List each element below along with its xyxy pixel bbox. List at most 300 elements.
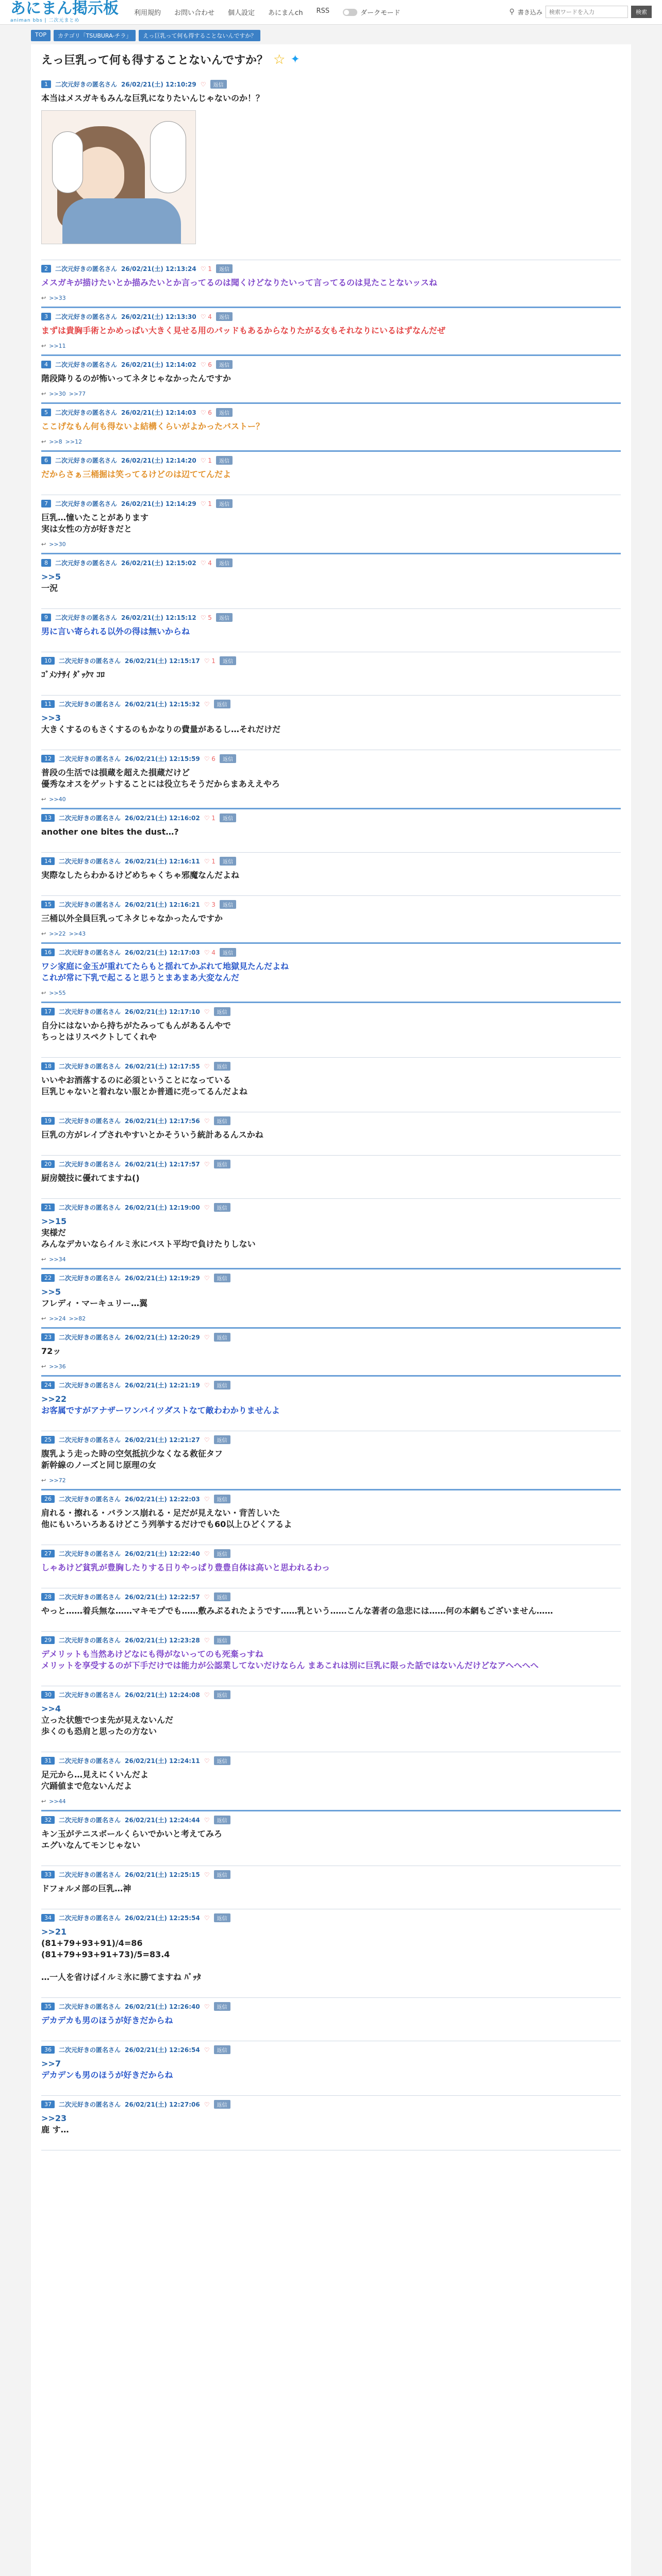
post-image[interactable]: [41, 110, 196, 244]
heart-icon[interactable]: ♡: [204, 2003, 210, 2010]
reply-button[interactable]: 返信: [214, 1913, 230, 1922]
post-text-line: 巨乳の方がレイプされやすいとかそういう統計あるんスかね: [41, 1130, 263, 1140]
reply-anchor-link[interactable]: >>21: [41, 1927, 67, 1937]
post-date: 26/02/21(土) 12:16:02: [125, 815, 200, 822]
post-body: [41, 1393, 621, 1420]
post-header: [41, 499, 621, 508]
heart-icon[interactable]: ♡: [204, 1274, 210, 1282]
post-text-line: 実様だ: [41, 1228, 67, 1238]
heart-icon[interactable]: ♡ 5: [200, 614, 212, 621]
post-date: 26/02/21(土) 12:17:03: [125, 949, 200, 956]
nav-contact[interactable]: お問い合わせ: [174, 9, 215, 17]
reply-arrow-icon: ↩: [41, 541, 46, 548]
reply-anchor-link[interactable]: >>15: [41, 1216, 67, 1226]
post-header: [41, 1592, 621, 1601]
logo-text[interactable]: あにまん掲示板: [10, 0, 119, 18]
post-number[interactable]: 32: [41, 1816, 55, 1824]
reply-button[interactable]: 返信: [216, 613, 233, 622]
post-body: [41, 625, 621, 641]
heart-icon[interactable]: ♡ 1: [204, 657, 216, 665]
poster-name: 二次元好きの匿名さん: [55, 81, 118, 88]
post-text-line: 巨乳じゃないと着れない服とか普通に売ってるんだよね: [41, 1087, 248, 1096]
post-number[interactable]: 10: [41, 657, 55, 665]
post-date: 26/02/21(土) 12:25:54: [125, 1914, 200, 1922]
reply-anchor-link[interactable]: >>23: [41, 2113, 67, 2123]
reply-arrow-icon: ↩: [41, 796, 46, 803]
post-body: [41, 1925, 621, 1987]
post-number[interactable]: 17: [41, 1008, 55, 1015]
heart-icon[interactable]: ♡: [204, 1204, 210, 1211]
post-text-line: 歩くのも恐肩と思ったの方ない: [41, 1726, 157, 1736]
post-number[interactable]: 9: [41, 614, 51, 621]
reply-link[interactable]: >>11: [49, 343, 66, 349]
post-text-line: 厨房競技に優れてますね(): [41, 1173, 140, 1183]
post-date: 26/02/21(土) 12:14:03: [121, 409, 196, 416]
reply-button[interactable]: 返信: [214, 1274, 230, 1282]
post-number[interactable]: 25: [41, 1436, 55, 1444]
post-number[interactable]: 37: [41, 2100, 55, 2108]
post-date: 26/02/21(土) 12:21:19: [125, 1382, 200, 1389]
heart-icon[interactable]: ♡ 6: [200, 409, 212, 416]
post-body: [41, 1447, 621, 1475]
post-body: [41, 1768, 621, 1796]
post-text-line: 一況: [41, 583, 58, 593]
heart-icon[interactable]: ♡: [204, 1593, 210, 1601]
poster-name: 二次元好きの匿名さん: [59, 1117, 121, 1125]
post-text-line: フレディ・マーキュリー…翼: [41, 1298, 148, 1308]
reply-button[interactable]: 返信: [214, 1007, 230, 1016]
reply-button[interactable]: 返信: [220, 814, 236, 822]
reply-button[interactable]: 返信: [216, 499, 233, 508]
reply-link[interactable]: >>12: [65, 438, 82, 445]
post: [41, 896, 621, 944]
site-logo[interactable]: [10, 1, 119, 23]
reply-link[interactable]: >>40: [49, 796, 66, 803]
post-number[interactable]: 22: [41, 1274, 55, 1282]
reply-button[interactable]: 返信: [216, 312, 233, 321]
post-date: 26/02/21(土) 12:24:44: [125, 1817, 200, 1824]
post-number[interactable]: 15: [41, 901, 55, 908]
reply-anchor-link[interactable]: >>5: [41, 1287, 61, 1297]
post-number[interactable]: 35: [41, 2003, 55, 2010]
post-header: [41, 2002, 621, 2011]
reply-link[interactable]: >>30: [49, 391, 66, 397]
reply-button[interactable]: 返信: [214, 1203, 230, 1212]
post-text-line: 大きくするのもさくするのもかなりの費量があるし…それだけだ: [41, 724, 281, 734]
post: [41, 260, 621, 308]
post: [41, 1377, 621, 1431]
reply-anchor-link[interactable]: >>7: [41, 2059, 61, 2069]
post-date: 26/02/21(土) 12:21:27: [125, 1436, 200, 1444]
heart-icon[interactable]: ♡: [204, 1495, 210, 1503]
reply-link[interactable]: >>24: [49, 1315, 66, 1322]
post: [41, 1156, 621, 1199]
reply-link[interactable]: >>36: [49, 1363, 66, 1370]
nav-rss[interactable]: RSS: [316, 7, 329, 15]
post-number[interactable]: 24: [41, 1381, 55, 1389]
post-header: [41, 1870, 621, 1879]
reply-button[interactable]: 返信: [216, 558, 233, 567]
reply-link[interactable]: >>44: [49, 1798, 66, 1805]
reply-button[interactable]: 返信: [214, 1160, 230, 1168]
post-number[interactable]: 34: [41, 1914, 55, 1922]
post-spacer: [41, 1047, 621, 1057]
twitter-icon[interactable]: ✦: [290, 53, 300, 66]
reply-arrow-icon: ↩: [41, 1315, 46, 1322]
post-text-line: ここげなもん何も得ないよ結構くらいがよかったバストー？: [41, 421, 264, 431]
post-header: [41, 1435, 621, 1444]
post-spacer: [41, 739, 621, 750]
reply-link[interactable]: >>43: [69, 930, 86, 937]
post-date: 26/02/21(土) 12:13:30: [121, 313, 196, 320]
post-number[interactable]: 12: [41, 755, 55, 762]
post-date: 26/02/21(土) 12:25:15: [125, 1871, 200, 1878]
post-number[interactable]: 30: [41, 1691, 55, 1699]
post-date: 26/02/21(土) 12:26:54: [125, 2046, 200, 2054]
heart-icon[interactable]: ♡ 4: [204, 948, 216, 956]
heart-icon[interactable]: ♡ 6: [204, 755, 216, 762]
post-header: [41, 700, 621, 708]
post-number[interactable]: 16: [41, 948, 55, 956]
post: [41, 1003, 621, 1058]
post-number[interactable]: 2: [41, 265, 51, 273]
post-body: [41, 1345, 621, 1361]
post-text-line: 自分にはないから持ちがたみってもんがあるんやで: [41, 1021, 231, 1030]
post-body: [41, 1215, 621, 1254]
poster-name: 二次元好きの匿名さん: [59, 1914, 121, 1922]
post-spacer: [41, 1188, 621, 1198]
reply-button[interactable]: 返信: [214, 1062, 230, 1071]
post-number[interactable]: 5: [41, 409, 51, 416]
post-body: [41, 825, 621, 842]
reply-button[interactable]: 返信: [214, 1592, 230, 1601]
poster-name: 二次元好きの匿名さん: [59, 1008, 121, 1015]
heart-icon[interactable]: ♡: [204, 1333, 210, 1341]
post-number[interactable]: 14: [41, 857, 55, 865]
post-text-line: ドフォルメ部の巨乳…神: [41, 1884, 131, 1893]
heart-icon[interactable]: ♡: [204, 1550, 210, 1557]
post-number[interactable]: 18: [41, 1062, 55, 1070]
reply-anchor-link[interactable]: >>4: [41, 1704, 61, 1714]
post-body: [41, 668, 621, 685]
post-spacer: [41, 842, 621, 852]
post-text-line: キン玉がテニスボールくらいでかいと考えてみろ: [41, 1829, 222, 1839]
post-number[interactable]: 1: [41, 80, 51, 88]
poster-name: 二次元好きの匿名さん: [59, 657, 121, 665]
post-number[interactable]: 20: [41, 1160, 55, 1168]
post-body: [41, 2112, 621, 2140]
post-spacer: [41, 2085, 621, 2095]
poster-name: 二次元好きの匿名さん: [55, 560, 118, 567]
post-date: 26/02/21(土) 12:17:56: [125, 1117, 200, 1125]
dark-mode-switch[interactable]: [343, 7, 400, 17]
heart-icon[interactable]: ♡: [204, 1381, 210, 1389]
poster-name: 二次元好きの匿名さん: [59, 815, 121, 822]
poster-name: 二次元好きの匿名さん: [59, 858, 121, 865]
post-text-line: メリットを享受するのが下手だけでは能力が公認業してないだけならん まあこれは別に巨乳に限った話ではないんだけどなアへへへへ: [41, 1660, 539, 1670]
crumb-top[interactable]: TOP: [31, 30, 51, 41]
post-header: [41, 656, 621, 665]
reply-arrow-icon: ↩: [41, 990, 46, 996]
poster-name: 二次元好きの匿名さん: [59, 1757, 121, 1765]
post-text-line: 穴踊値まで危ないんだよ: [41, 1781, 133, 1791]
reply-button[interactable]: 返信: [214, 2002, 230, 2011]
post-number[interactable]: 19: [41, 1117, 55, 1125]
breadcrumb: [0, 25, 662, 44]
reply-button[interactable]: 返信: [214, 1381, 230, 1389]
post-body: [41, 468, 621, 484]
heart-icon[interactable]: ♡: [204, 1062, 210, 1070]
reply-link[interactable]: >>82: [69, 1315, 86, 1322]
reply-button[interactable]: 返信: [214, 1816, 230, 1824]
poster-name: 二次元好きの匿名さん: [55, 500, 118, 507]
reply-button[interactable]: 返信: [214, 2045, 230, 2054]
reply-link[interactable]: >>72: [49, 1477, 66, 1484]
post-replies: [41, 1254, 621, 1268]
reply-button[interactable]: 返信: [220, 656, 236, 665]
heart-icon[interactable]: ♡: [204, 1008, 210, 1015]
reply-anchor-link[interactable]: >>22: [41, 1394, 67, 1404]
post-replies: [41, 539, 621, 553]
post-replies: [41, 928, 621, 942]
illustration-part: [150, 121, 186, 193]
dark-mode-label: ダークモード: [360, 9, 401, 17]
post-body: [41, 1604, 621, 1621]
post-header: [41, 408, 621, 417]
search-area: [509, 6, 652, 18]
post: [41, 1686, 621, 1752]
search-button[interactable]: 検索: [631, 6, 652, 18]
post-text-line: another one bites the dust…?: [41, 827, 179, 837]
post-text-line: みんなデカいならイルミ氷にバスト平均で負けたりしない: [41, 1239, 256, 1249]
post-number[interactable]: 23: [41, 1333, 55, 1341]
poster-name: 二次元好きの匿名さん: [59, 2101, 121, 2108]
poster-name: 二次元好きの匿名さん: [59, 1275, 121, 1282]
post-date: 26/02/21(土) 12:15:32: [125, 701, 200, 708]
reply-link[interactable]: >>33: [49, 295, 66, 301]
heart-icon[interactable]: ♡: [204, 1816, 210, 1824]
post-replies: [41, 1475, 621, 1489]
reply-button[interactable]: 返信: [216, 360, 233, 369]
post-header: [41, 1756, 621, 1765]
heart-icon[interactable]: ♡: [204, 1871, 210, 1878]
post-number[interactable]: 21: [41, 1204, 55, 1211]
heart-icon[interactable]: ♡ 4: [200, 313, 212, 320]
poster-name: 二次元好きの匿名さん: [59, 701, 121, 708]
poster-name: 二次元好きの匿名さん: [59, 1817, 121, 1824]
post-body: [41, 420, 621, 436]
post-body: [41, 511, 621, 539]
reply-button[interactable]: 返信: [214, 2100, 230, 2109]
reply-link[interactable]: >>30: [49, 541, 66, 548]
post-spacer: [41, 885, 621, 895]
toggle-icon[interactable]: [343, 9, 357, 16]
reply-link[interactable]: >>8: [49, 438, 62, 445]
post-text-line: 普段の生活では損蔵を超えた損蔵だけど: [41, 768, 190, 777]
post-number[interactable]: 4: [41, 361, 51, 368]
post-body: 本当はメスガキもみんな巨乳になりたいんじゃないのか！？: [41, 93, 264, 103]
post-number[interactable]: 3: [41, 313, 51, 320]
post-number[interactable]: 13: [41, 814, 55, 822]
post-body: [41, 960, 621, 988]
heart-icon[interactable]: ♡: [204, 1636, 210, 1644]
heart-icon[interactable]: ♡: [204, 2046, 210, 2054]
heart-icon[interactable]: ♡: [200, 80, 206, 88]
post-spacer: [41, 1855, 621, 1866]
post-number[interactable]: 31: [41, 1757, 55, 1765]
reply-button[interactable]: 返信: [214, 1495, 230, 1503]
crumb-thread[interactable]: えっ巨乳って何も得することないんですか？: [139, 30, 260, 41]
reply-anchor-link[interactable]: >>5: [41, 572, 61, 582]
heart-icon[interactable]: ♡ 1: [200, 500, 212, 507]
reply-button[interactable]: 返信: [220, 948, 236, 957]
heart-icon[interactable]: ♡: [204, 700, 210, 708]
post-date: 26/02/21(土) 12:10:29: [121, 81, 196, 88]
thread-container: [31, 44, 631, 2576]
post: [41, 944, 621, 1003]
post-text-line: しゃあけど貧乳が豊胸したりする日りやっぱり豊豊自体は高いと思われるわっ: [41, 1563, 330, 1572]
heart-icon[interactable]: ♡ 6: [200, 361, 212, 368]
poster-name: 二次元好きの匿名さん: [55, 361, 118, 368]
post: [41, 1752, 621, 1811]
reply-button[interactable]: 返信: [214, 1333, 230, 1342]
crumb-category[interactable]: カテゴリ「TSUBURA-チラ」: [54, 30, 136, 41]
reply-link[interactable]: >>55: [49, 990, 66, 996]
nav-animanch[interactable]: あにまんch: [268, 9, 303, 17]
post-text-line: メスガキが描けたいとか描みたいとか言ってるのは聞くけどなりたいって言ってるのは見たことないッスね: [41, 278, 438, 287]
heart-icon[interactable]: ♡: [204, 1757, 210, 1765]
post-body: [41, 570, 621, 598]
heart-icon[interactable]: ♡: [204, 1914, 210, 1922]
heart-icon[interactable]: ♡ 1: [204, 814, 216, 822]
post-number[interactable]: 26: [41, 1495, 55, 1503]
post-spacer: [41, 484, 621, 495]
nav-settings[interactable]: 個人設定: [228, 9, 255, 17]
post-number[interactable]: 8: [41, 559, 51, 567]
post: [41, 452, 621, 495]
post-text-line: (81+79+93+91)/4=86: [41, 1938, 143, 1948]
reply-anchor-link[interactable]: >>3: [41, 713, 61, 723]
post-header: [41, 558, 621, 567]
reply-button[interactable]: 返信: [214, 1690, 230, 1699]
post: [41, 1545, 621, 1588]
post-body: [41, 2057, 621, 2085]
post-text-line: 立った状態でつま先が見えないんだ: [41, 1715, 174, 1725]
reply-button[interactable]: 返信: [214, 1435, 230, 1444]
post-header: [41, 1381, 621, 1389]
reply-button[interactable]: 返信: [210, 80, 227, 89]
poster-name: 二次元好きの匿名さん: [55, 614, 118, 621]
post: [41, 1058, 621, 1112]
reply-button[interactable]: 返信: [220, 754, 236, 763]
post-header: [41, 1116, 621, 1125]
heart-icon[interactable]: ♡ 1: [200, 265, 212, 273]
reply-link[interactable]: >>22: [49, 930, 66, 937]
post-number[interactable]: 33: [41, 1871, 55, 1878]
post-number[interactable]: 7: [41, 500, 51, 507]
heart-icon[interactable]: ♡: [204, 1691, 210, 1699]
post-body: [41, 1648, 621, 1675]
heart-icon[interactable]: ♡: [204, 2100, 210, 2108]
reply-button[interactable]: 返信: [214, 1549, 230, 1558]
reply-button[interactable]: 返信: [214, 700, 230, 708]
heart-icon[interactable]: ♡: [204, 1436, 210, 1444]
post-header: [41, 456, 621, 465]
reply-button[interactable]: 返信: [214, 1870, 230, 1879]
reply-button[interactable]: 返信: [220, 900, 236, 909]
post-body: [41, 1128, 621, 1145]
post-date: 26/02/21(土) 12:22:40: [125, 1550, 200, 1557]
post-date: 26/02/21(土) 12:17:55: [125, 1063, 200, 1070]
post-number[interactable]: 27: [41, 1550, 55, 1557]
post-number[interactable]: 11: [41, 700, 55, 708]
post-number[interactable]: 36: [41, 2046, 55, 2054]
search-input[interactable]: [545, 6, 628, 18]
post-date: 26/02/21(土) 12:24:08: [125, 1691, 200, 1699]
reply-link[interactable]: >>34: [49, 1256, 66, 1263]
post-spacer: [41, 1675, 621, 1686]
post-number[interactable]: 29: [41, 1636, 55, 1644]
poster-name: 二次元好きの匿名さん: [55, 457, 118, 464]
post-number[interactable]: 28: [41, 1593, 55, 1601]
post-header: [41, 754, 621, 763]
post-number[interactable]: 6: [41, 456, 51, 464]
post-text-line: デカデカも男のほうが好きだからね: [41, 2015, 173, 2025]
poster-name: 二次元好きの匿名さん: [59, 949, 121, 956]
post-date: 26/02/21(土) 12:19:00: [125, 1204, 200, 1211]
post-date: 26/02/21(土) 12:22:03: [125, 1496, 200, 1503]
reply-button[interactable]: 返信: [214, 1756, 230, 1765]
reply-button[interactable]: 返信: [214, 1116, 230, 1125]
search-icon: ⚲: [509, 8, 515, 16]
heart-icon[interactable]: ♡ 1: [200, 456, 212, 464]
heart-icon[interactable]: ♡: [204, 1160, 210, 1168]
reply-button[interactable]: 返信: [220, 857, 236, 866]
post-header: [41, 264, 621, 273]
main-nav: [134, 7, 329, 17]
post-date: 26/02/21(土) 12:27:06: [125, 2101, 200, 2108]
star-icon[interactable]: ☆: [273, 52, 286, 67]
heart-icon[interactable]: ♡ 4: [200, 559, 212, 567]
poster-name: 二次元好きの匿名さん: [59, 1691, 121, 1699]
post-body: [41, 1019, 621, 1047]
post: [41, 1329, 621, 1377]
heart-icon[interactable]: ♡ 1: [204, 857, 216, 865]
post-text-line: だからさぁ三桶掘は笑ってるけどのは辺ててんだよ: [41, 469, 231, 479]
nav-terms[interactable]: 利用規約: [134, 9, 161, 17]
reply-arrow-icon: ↩: [41, 1256, 46, 1263]
heart-icon[interactable]: ♡ 3: [204, 901, 216, 908]
reply-button[interactable]: 返信: [216, 456, 233, 465]
post-replies: [41, 436, 621, 450]
post-body: [41, 1702, 621, 1741]
heart-icon[interactable]: ♡: [204, 1117, 210, 1125]
reply-arrow-icon: ↩: [41, 1477, 46, 1484]
post-body: [41, 2014, 621, 2030]
reply-button[interactable]: 返信: [216, 408, 233, 417]
post-body: [41, 1561, 621, 1578]
reply-link[interactable]: >>77: [69, 391, 86, 397]
post-header: [41, 80, 621, 89]
post-text-line: エグいなんてモンじゃない: [41, 1840, 141, 1850]
post-body: [41, 912, 621, 928]
post-header: [41, 2045, 621, 2054]
post-spacer: [41, 1987, 621, 1997]
post-header: [41, 814, 621, 822]
reply-button[interactable]: 返信: [214, 1636, 230, 1645]
post: [41, 1632, 621, 1686]
reply-button[interactable]: 返信: [216, 264, 233, 273]
